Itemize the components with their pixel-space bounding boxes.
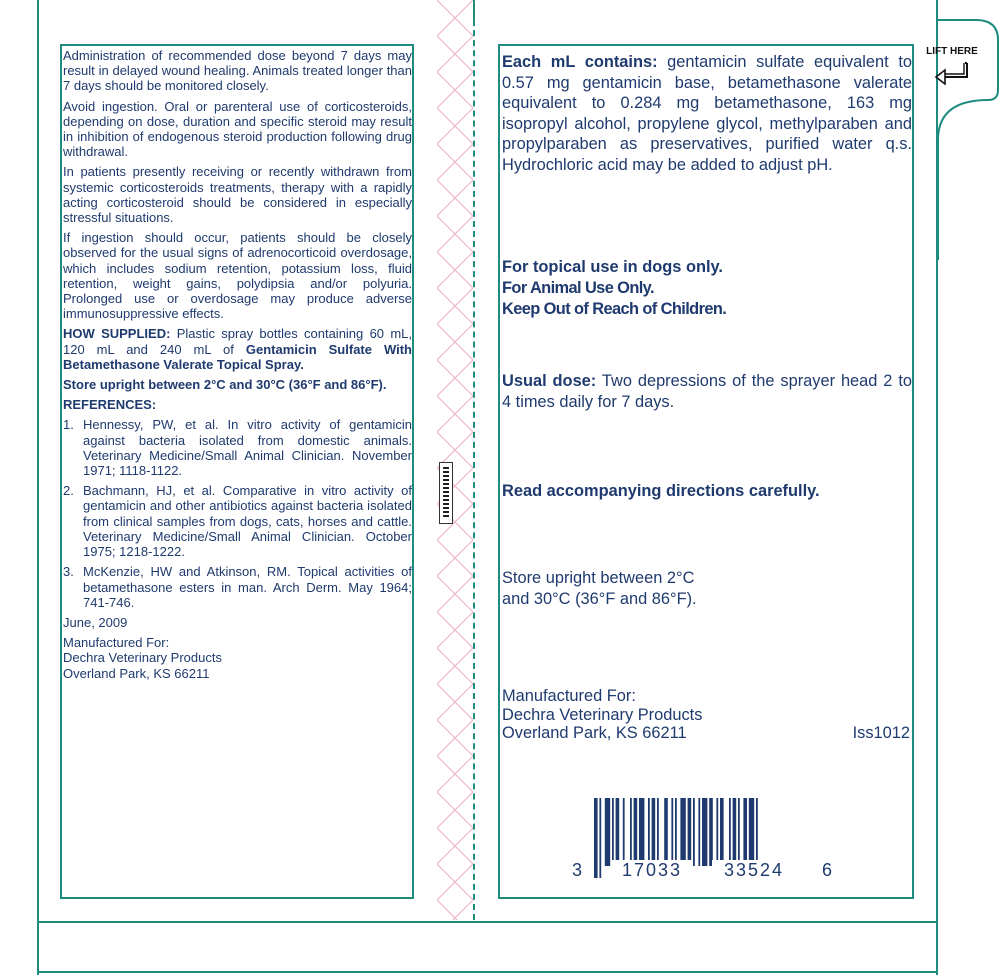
barcode-group-1: 17033 bbox=[612, 860, 692, 881]
reference-item bbox=[63, 417, 412, 478]
read-directions: Read accompanying directions carefully. bbox=[502, 482, 820, 500]
issue-code: Iss1012 bbox=[852, 724, 910, 742]
barcode-group-2: 33524 bbox=[712, 860, 796, 881]
reference-text: Hennessy, PW, et al. In vitro activity of gentamicin against bacteria isolated from domestic animals. Veterinary Medicine/Small Animal Clinician. November 1971; 1118-1122. bbox=[83, 417, 412, 479]
warning-ingestion: Avoid ingestion. Oral or parenteral use of corticosteroids, depending on dose, duration and specific steroid may result in inhibition of endogenous steroid production following drug withdrawal. bbox=[63, 98, 412, 160]
how-supplied-text: Plastic spray bottles containing 60 mL, 120 mL and 240 mL of bbox=[63, 326, 412, 357]
manufacturer-city: Overland Park, KS 66211 bbox=[63, 665, 210, 681]
lift-tab-outline bbox=[936, 0, 1000, 260]
topical-use: For topical use in dogs only. bbox=[502, 258, 723, 276]
manufacturer-label: Manufactured For: bbox=[502, 687, 636, 705]
warning-systemic: In patients presently receiving or recently withdrawn from systemic corticosteroids treatments, therapy with a rapidly acting corticosteroid should be considered in especially stressful situations. bbox=[63, 164, 412, 226]
warning-wound-healing: Administration of recommended dose beyond 7 days may result in delayed wound healing. Animals treated longer than 7 days should be monitored closely. bbox=[63, 48, 412, 94]
lift-here-label[interactable]: LIFT HERE bbox=[926, 46, 978, 57]
manufacturer-city: Overland Park, KS 66211 bbox=[502, 724, 687, 742]
frame-left-line bbox=[37, 0, 39, 975]
reference-item bbox=[63, 483, 412, 559]
composition-text: gentamicin sulfate equivalent to 0.57 mg gentamicin base, betamethasone valerate equivalent to 0.284 mg betamethasone, 163 mg isopropyl alcohol, propylene glycol, methylparaben and propylparaben as preservatives, purified water q.s. Hydrochloric acid may be added to adjust pH. bbox=[502, 53, 912, 174]
composition-label: Each mL contains: bbox=[502, 53, 658, 71]
manufacturer-label: Manufactured For: bbox=[63, 635, 170, 651]
usual-dose bbox=[502, 371, 912, 412]
reference-text: Bachmann, HJ, et al. Comparative in vitro activity of gentamicin and other antibiotics against bacteria isolated from clinical samples from dogs, cats, horses and cattle. Veterinary Medicine/Small Animal Clinician. October 1975; 1218-1222. bbox=[83, 483, 412, 560]
warning-overdosage: If ingestion should occur, patients should be closely observed for the usual signs of adrenocorticoid overdosage, which includes sodium retention, potassium loss, fluid retention, weight gains, polydipsia and/or polyuria. Prolonged use or overdosage may produce adverse immunosuppressive effects. bbox=[63, 230, 412, 322]
how-supplied bbox=[63, 326, 412, 372]
reference-text: McKenzie, HW and Atkinson, RM. Topical activities of betamethasone esters in man. Arch Derm. May 1964; 741-746. bbox=[83, 564, 412, 610]
animal-use-only: For Animal Use Only. bbox=[502, 279, 654, 297]
storage-line-1: Store upright between 2°C bbox=[502, 569, 695, 587]
barcode-first-digit: 3 bbox=[572, 860, 583, 880]
fold-line-dashed bbox=[473, 0, 475, 920]
keep-out-of-reach: Keep Out of Reach of Children. bbox=[502, 300, 727, 318]
storage-statement: Store upright between 2°C and 30°C (36°F and 86°F). bbox=[63, 377, 387, 393]
barcode-last-digit: 6 bbox=[822, 860, 833, 880]
return-arrow-icon bbox=[932, 61, 972, 85]
how-supplied-product: Gentamicin Sulfate With Betamethasone Valerate Topical Spray. bbox=[63, 341, 412, 372]
usual-dose-label: Usual dose: bbox=[502, 372, 597, 390]
lot-code-box bbox=[439, 462, 453, 524]
panel-divider-line bbox=[473, 0, 475, 20]
references-heading: REFERENCES: bbox=[63, 397, 157, 413]
reference-number: 2. bbox=[63, 483, 74, 499]
manufacturer-name: Dechra Veterinary Products bbox=[502, 706, 703, 724]
manufacturer-name: Dechra Veterinary Products bbox=[63, 650, 222, 666]
reference-number: 3. bbox=[63, 564, 74, 580]
references-list bbox=[63, 417, 412, 609]
reference-item bbox=[63, 564, 412, 610]
reference-number: 1. bbox=[63, 417, 74, 433]
composition bbox=[502, 52, 912, 176]
left-panel-text bbox=[63, 48, 412, 681]
glue-strip-hatch bbox=[437, 0, 473, 920]
usual-dose-text: Two depressions of the sprayer head 2 to 4 times daily for 7 days. bbox=[502, 372, 913, 411]
storage-line-2: and 30°C (36°F and 86°F). bbox=[502, 590, 697, 608]
frame-bottom-band bbox=[37, 921, 938, 973]
how-supplied-label: HOW SUPPLIED: bbox=[63, 326, 171, 342]
revision-date: June, 2009 bbox=[63, 614, 128, 630]
